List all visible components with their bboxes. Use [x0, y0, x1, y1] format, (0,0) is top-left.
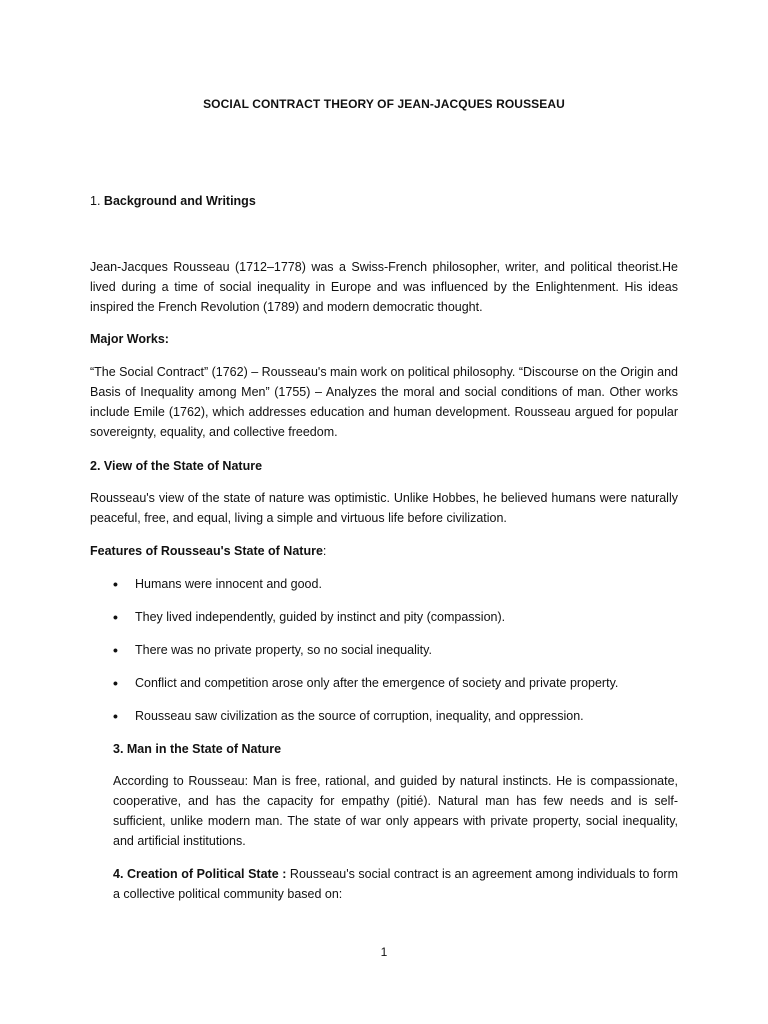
list-item-text: Rousseau saw civilization as the source of corruption, inequality, and oppression. — [135, 709, 584, 723]
section-1-number: 1. — [90, 194, 101, 208]
page-number: 1 — [380, 945, 388, 959]
section-4-text: Rousseau's social contract is an agreement among individuals to form a collective political community based on: — [113, 867, 678, 901]
list-item — [113, 673, 673, 693]
list-item — [113, 574, 673, 594]
section-3-heading: 3. Man in the State of Nature — [113, 742, 282, 756]
list-item-text: Humans were innocent and good. — [135, 577, 322, 591]
list-item — [113, 607, 673, 627]
list-item-text: They lived independently, guided by instinct and pity (compassion). — [135, 610, 506, 624]
page-title: SOCIAL CONTRACT THEORY OF JEAN-JACQUES ROUSSEAU — [203, 97, 565, 111]
list-item — [113, 706, 673, 726]
section-1-heading — [90, 191, 678, 211]
section-1-intro-paragraph: Jean-Jacques Rousseau (1712–1778) was a Swiss-French philosopher, writer, and political theorist.He lived during a time of social inequality in Europe and was influenced by the Enlightenment. His ideas inspired the French Revolution (1789) and modern democratic thought. — [90, 260, 678, 314]
features-heading — [90, 541, 678, 561]
list-item — [113, 640, 673, 660]
section-1-heading-text: Background and Writings — [100, 194, 256, 208]
major-works-paragraph: “The Social Contract” (1762) – Rousseau's main work on political philosophy. “Discourse on the Origin and Basis of Inequality among Men” (1755) – Analyzes the moral and social conditions of man. Other works include Emile (1762), which addresses education and human development. Rousseau argued for popular sovereignty, equality, and collective freedom. — [90, 365, 678, 439]
major-works-heading: Major Works: — [90, 332, 169, 346]
features-heading-colon: : — [322, 544, 327, 558]
section-4-paragraph — [113, 864, 678, 904]
section-2-paragraph: Rousseau's view of the state of nature was optimistic. Unlike Hobbes, he believed humans were naturally peaceful, free, and equal, living a simple and virtuous life before civilization. — [90, 491, 678, 525]
bullet-icon: • — [113, 576, 118, 592]
list-item-text: Conflict and competition arose only after the emergence of society and private property. — [135, 676, 619, 690]
bullet-icon: • — [113, 675, 118, 691]
section-3-paragraph: According to Rousseau: Man is free, rational, and guided by natural instincts. He is compassionate, cooperative, and has the capacity for empathy (pitié). Natural man has few needs and is self-sufficient, unlike modern man. The state of war only appears with private property, social inequality, and artificial institutions. — [113, 774, 678, 848]
bullet-icon: • — [113, 708, 118, 724]
list-item-text: There was no private property, so no social inequality. — [135, 643, 432, 657]
bullet-icon: • — [113, 642, 118, 658]
bullet-icon: • — [113, 609, 118, 625]
features-heading-text: Features of Rousseau's State of Nature — [90, 544, 323, 558]
section-2-heading: 2. View of the State of Nature — [90, 459, 263, 473]
section-4-heading: 4. Creation of Political State : — [113, 867, 287, 881]
